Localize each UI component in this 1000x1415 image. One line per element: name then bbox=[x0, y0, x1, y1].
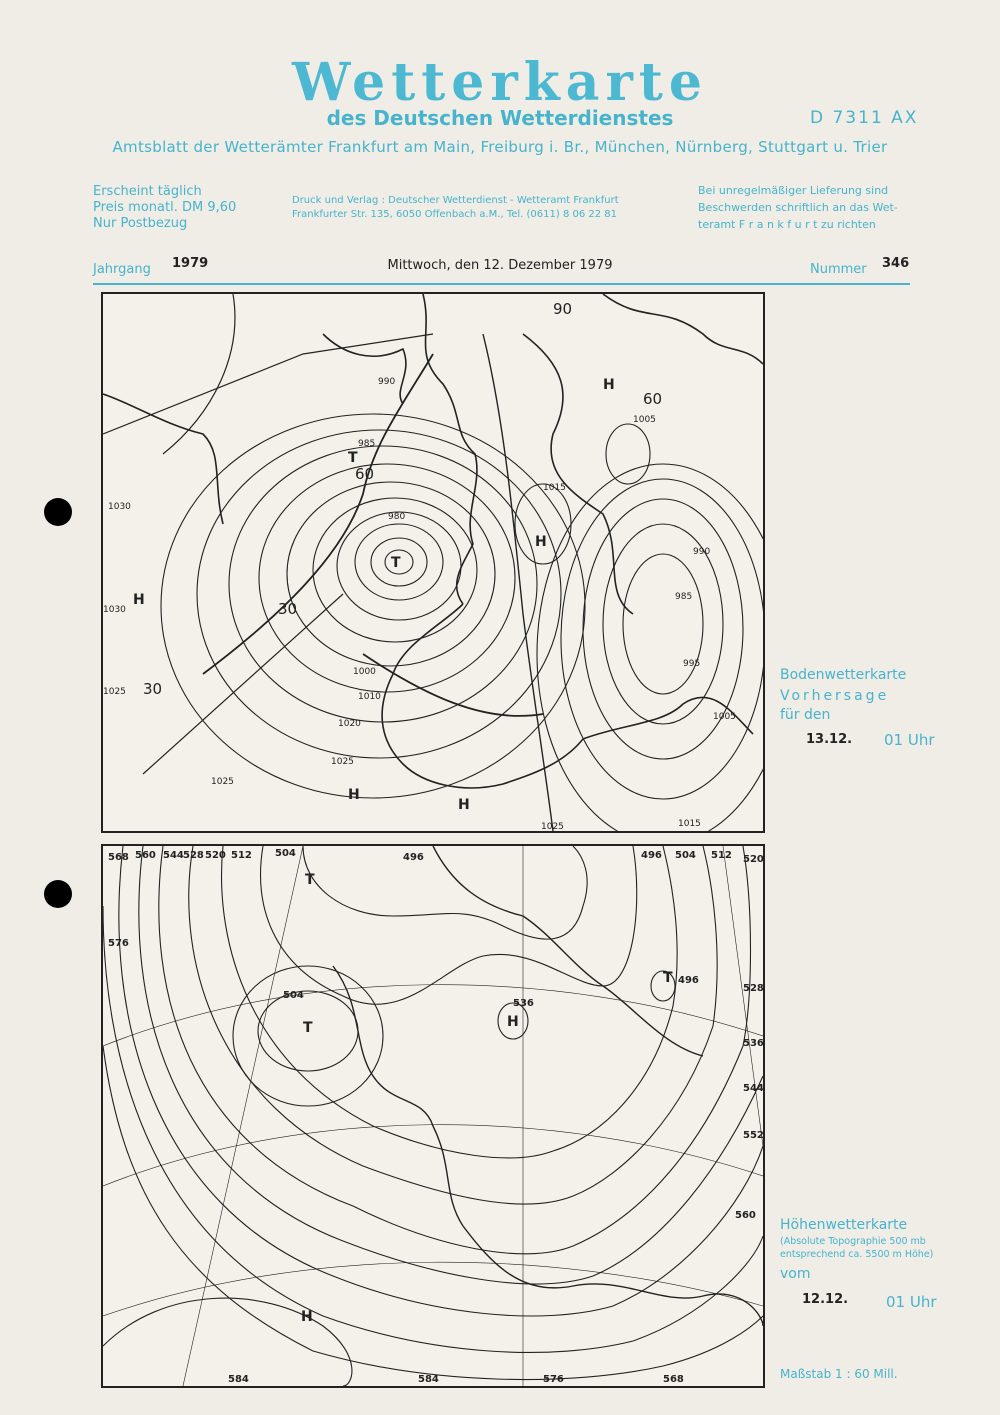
svg-text:552: 552 bbox=[743, 1130, 763, 1141]
svg-text:1010: 1010 bbox=[358, 692, 381, 702]
info-right bbox=[698, 182, 898, 233]
svg-text:1020: 1020 bbox=[338, 719, 361, 729]
svg-text:1025: 1025 bbox=[331, 757, 354, 767]
surface-weather-map bbox=[101, 292, 765, 833]
svg-text:576: 576 bbox=[543, 1374, 564, 1385]
punch-hole-top bbox=[44, 498, 72, 526]
svg-text:1015: 1015 bbox=[678, 819, 701, 829]
svg-text:990: 990 bbox=[378, 377, 396, 387]
svg-text:30: 30 bbox=[143, 680, 163, 698]
svg-text:995: 995 bbox=[683, 659, 701, 669]
svg-text:1030: 1030 bbox=[108, 502, 131, 512]
svg-text:504: 504 bbox=[675, 850, 696, 861]
svg-text:520: 520 bbox=[205, 850, 226, 861]
svg-text:1025: 1025 bbox=[103, 687, 126, 697]
amtsblatt-line: Amtsblatt der Wetterämter Frankfurt am Main, Freiburg i. Br., München, Nürnberg, Stuttgart u. Trier bbox=[112, 138, 888, 156]
jahrgang-value: 1979 bbox=[172, 256, 209, 271]
svg-text:568: 568 bbox=[663, 1374, 684, 1385]
low-marker: T bbox=[348, 450, 358, 466]
svg-text:536: 536 bbox=[743, 1038, 763, 1049]
map-scale: Maßstab 1 : 60 Mill. bbox=[780, 1367, 898, 1381]
svg-text:1005: 1005 bbox=[633, 415, 656, 425]
jahrgang-label: Jahrgang bbox=[93, 262, 151, 277]
svg-text:560: 560 bbox=[735, 1210, 756, 1221]
svg-text:985: 985 bbox=[675, 592, 693, 602]
info-middle-line: Druck und Verlag : Deutscher Wetterdienst - Wetteramt Frankfurt bbox=[292, 195, 619, 206]
info-left bbox=[93, 184, 236, 232]
svg-text:496: 496 bbox=[403, 852, 424, 863]
upper-date: 12.12. bbox=[802, 1292, 849, 1307]
info-right-line: Beschwerden schriftlich an das Wet- bbox=[698, 201, 898, 214]
high-marker: H bbox=[535, 534, 547, 550]
svg-text:504: 504 bbox=[283, 990, 304, 1001]
svg-text:60: 60 bbox=[643, 390, 663, 408]
svg-text:90: 90 bbox=[553, 300, 573, 318]
high-marker: H bbox=[603, 377, 615, 393]
svg-text:520: 520 bbox=[743, 854, 763, 865]
svg-text:528: 528 bbox=[743, 983, 763, 994]
low-marker: T bbox=[391, 555, 401, 571]
surface-caption-3: für den bbox=[780, 707, 831, 723]
high-marker: H bbox=[348, 787, 360, 803]
info-left-line: Preis monatl. DM 9,60 bbox=[93, 200, 237, 215]
page-subtitle: des Deutschen Wetterdienstes bbox=[326, 106, 674, 130]
surface-caption-1: Bodenwetterkarte bbox=[780, 667, 907, 683]
svg-text:1025: 1025 bbox=[541, 822, 564, 831]
svg-text:512: 512 bbox=[711, 850, 732, 861]
punch-hole-bottom bbox=[44, 880, 72, 908]
info-middle-line: Frankfurter Str. 135, 6050 Offenbach a.M., Tel. (0611) 8 06 22 81 bbox=[292, 209, 618, 220]
low-marker: T bbox=[303, 1020, 313, 1036]
svg-text:1025: 1025 bbox=[211, 777, 234, 787]
high-marker: H bbox=[133, 592, 145, 608]
upper-caption-1: Höhenwetterkarte bbox=[780, 1217, 908, 1233]
upper-map-drawing bbox=[103, 846, 763, 1386]
svg-text:980: 980 bbox=[388, 512, 406, 522]
high-marker: H bbox=[458, 797, 470, 813]
upper-caption-3: entsprechend ca. 5500 m Höhe) bbox=[780, 1249, 934, 1260]
svg-text:568: 568 bbox=[108, 852, 129, 863]
low-marker: T bbox=[663, 970, 673, 986]
svg-text:1005: 1005 bbox=[713, 712, 736, 722]
surface-date: 13.12. bbox=[806, 732, 853, 747]
svg-text:584: 584 bbox=[418, 1374, 439, 1385]
upper-caption-4: vom bbox=[780, 1266, 811, 1282]
header-divider bbox=[93, 283, 910, 285]
svg-text:584: 584 bbox=[228, 1374, 249, 1385]
info-left-line: Erscheint täglich bbox=[93, 184, 202, 199]
svg-text:544: 544 bbox=[163, 850, 184, 861]
low-marker: T bbox=[305, 872, 315, 888]
info-right-line: Bei unregelmäßiger Lieferung sind bbox=[698, 184, 889, 197]
high-marker: H bbox=[301, 1309, 313, 1325]
nummer-value: 346 bbox=[882, 256, 910, 271]
svg-text:990: 990 bbox=[693, 547, 711, 557]
svg-text:985: 985 bbox=[358, 439, 376, 449]
svg-text:1000: 1000 bbox=[353, 667, 376, 677]
svg-text:496: 496 bbox=[641, 850, 662, 861]
issue-date: Mittwoch, den 12. Dezember 1979 bbox=[387, 258, 613, 273]
info-left-line: Nur Postbezug bbox=[93, 216, 188, 231]
surface-hour: 01 Uhr bbox=[884, 731, 935, 749]
svg-text:576: 576 bbox=[108, 938, 129, 949]
info-middle bbox=[292, 194, 619, 222]
high-marker: H bbox=[507, 1014, 519, 1030]
svg-text:528: 528 bbox=[183, 850, 204, 861]
upper-hour: 01 Uhr bbox=[886, 1293, 937, 1311]
nummer-label: Nummer bbox=[810, 262, 867, 277]
publication-code: D 7311 AX bbox=[810, 108, 919, 128]
svg-text:560: 560 bbox=[135, 850, 156, 861]
surface-caption-2: Vorhersage bbox=[780, 688, 890, 704]
svg-text:512: 512 bbox=[231, 850, 252, 861]
page-title: Wetterkarte bbox=[292, 52, 708, 113]
surface-map-drawing bbox=[103, 294, 763, 831]
svg-text:504: 504 bbox=[275, 848, 296, 859]
svg-text:1030: 1030 bbox=[103, 605, 126, 615]
info-right-line: teramt F r a n k f u r t zu richten bbox=[698, 218, 876, 231]
svg-text:1015: 1015 bbox=[543, 483, 566, 493]
svg-text:544: 544 bbox=[743, 1083, 763, 1094]
upper-caption-2: (Absolute Topographie 500 mb bbox=[780, 1236, 926, 1247]
svg-text:496: 496 bbox=[678, 975, 699, 986]
svg-text:536: 536 bbox=[513, 998, 534, 1009]
upper-air-map bbox=[101, 844, 765, 1388]
svg-text:30: 30 bbox=[278, 600, 298, 618]
svg-text:60: 60 bbox=[355, 465, 375, 483]
